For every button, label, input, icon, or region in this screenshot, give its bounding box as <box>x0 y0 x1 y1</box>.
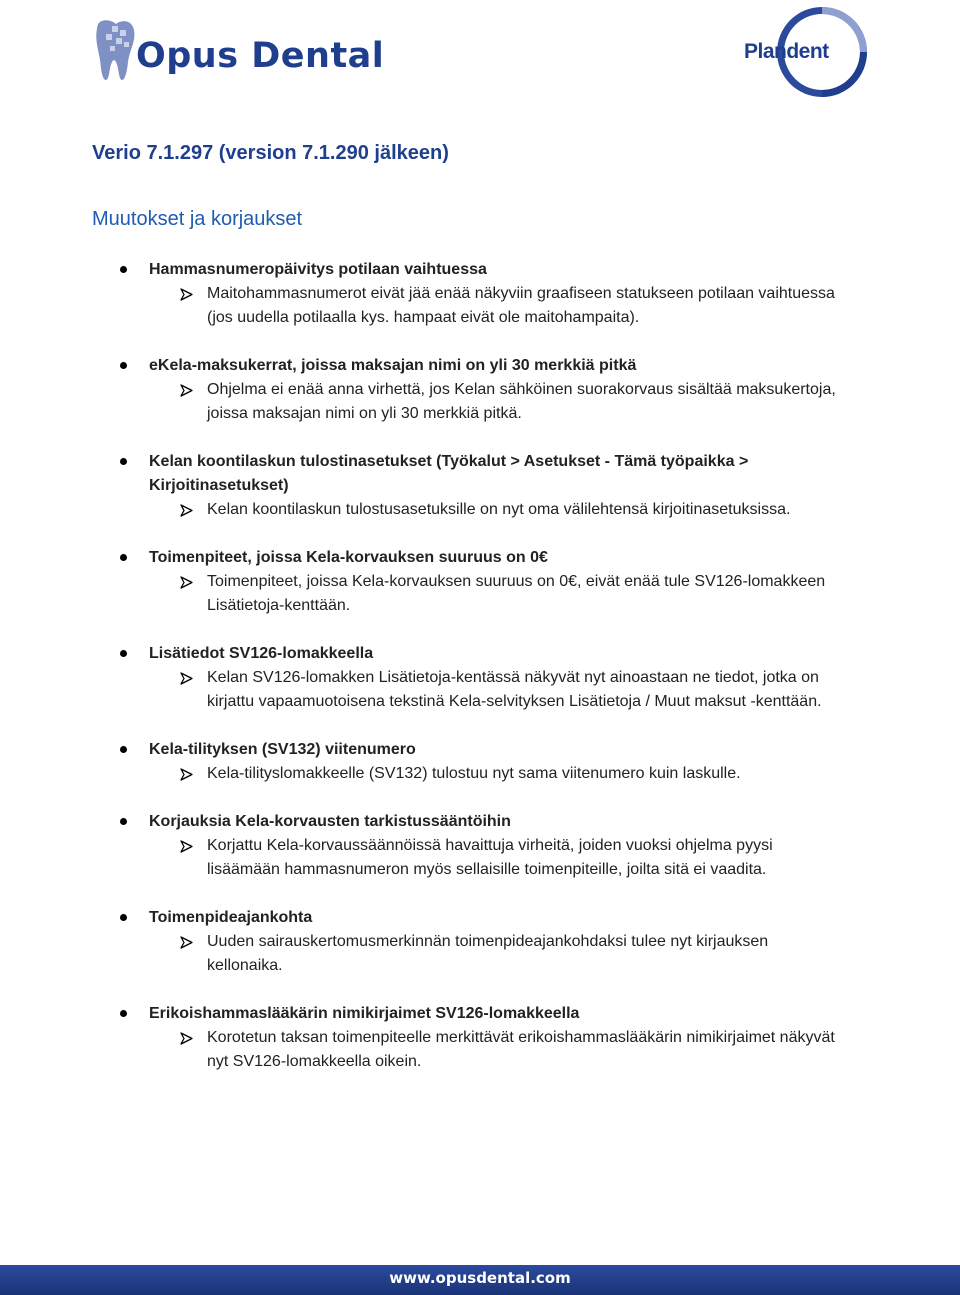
item-detail-text: Kela-tilityslomakkeelle (SV132) tulostuu nyt sama viitenumero kuin laskulle. <box>207 765 741 782</box>
list-item <box>0 546 960 618</box>
item-detail-text: Korotetun taksan toimenpiteelle merkittävät erikoishammaslääkärin nimikirjaimet näkyvät nyt SV126-lomakkeella oikein. <box>207 1029 835 1070</box>
item-heading: eKela-maksukerrat, joissa maksajan nimi on yli 30 merkkiä pitkä <box>149 357 637 374</box>
version-title: Verio 7.1.297 (version 7.1.290 jälkeen) <box>92 142 449 164</box>
plandent-wordmark: Plandent <box>744 40 829 63</box>
item-heading: Hammasnumeropäivitys potilaan vaihtuessa <box>149 261 487 278</box>
item-detail <box>207 834 847 882</box>
list-item <box>0 906 960 978</box>
item-detail-text: Kelan SV126-lomakken Lisätietoja-kentässä näkyvät nyt ainoastaan ne tiedot, jotka on kirjattu vapaamuotoisena tekstinä Kela-selvityksen Lisätietoja / Muut maksut -kenttään. <box>207 669 822 710</box>
item-detail-text: Ohjelma ei enää anna virhettä, jos Kelan sähköinen suorakorvaus sisältää maksukertoja, joissa maksajan nimi on yli 30 merkkiä pitkä. <box>207 381 836 422</box>
list-item <box>0 642 960 714</box>
list-item <box>0 258 960 330</box>
arrow-bullet-icon <box>180 288 193 301</box>
arrow-bullet-icon <box>180 1032 193 1045</box>
bullet-icon <box>120 650 127 657</box>
item-heading: Kela-tilityksen (SV132) viitenumero <box>149 741 416 758</box>
arrow-bullet-icon <box>180 672 193 685</box>
item-detail <box>207 378 847 426</box>
bullet-icon <box>120 266 127 273</box>
item-detail-text: Kelan koontilaskun tulostusasetuksille on nyt oma välilehtensä kirjoitinasetuksissa. <box>207 501 791 518</box>
opus-dental-wordmark: Opus Dental <box>136 36 385 76</box>
arrow-bullet-icon <box>180 576 193 589</box>
item-detail-text: Toimenpiteet, joissa Kela-korvauksen suuruus on 0€, eivät enää tule SV126-lomakkeen Lisätietoja-kenttään. <box>207 573 826 614</box>
opus-dental-logo <box>92 18 412 84</box>
item-detail-text: Maitohammasnumerot eivät jää enää näkyviin graafiseen statukseen potilaan vaihtuessa (jos uudella potilaalla kys. hampaat eivät ole maitohampaita). <box>207 285 835 326</box>
list-item <box>0 1002 960 1074</box>
list-item <box>0 450 960 522</box>
page-header <box>0 0 960 110</box>
item-heading: Erikoishammaslääkärin nimikirjaimet SV126-lomakkeella <box>149 1005 580 1022</box>
item-detail-text: Uuden sairauskertomusmerkinnän toimenpideajankohdaksi tulee nyt kirjauksen kellonaika. <box>207 933 769 974</box>
list-item <box>0 810 960 882</box>
plandent-logo <box>742 4 872 100</box>
bullet-icon <box>120 914 127 921</box>
footer-url-link[interactable]: www.opusdental.com <box>389 1269 571 1287</box>
arrow-bullet-icon <box>180 768 193 781</box>
changes-list <box>0 258 960 1098</box>
bullet-icon <box>120 1010 127 1017</box>
item-heading: Lisätiedot SV126-lomakkeella <box>149 645 374 662</box>
item-detail <box>207 1026 847 1074</box>
list-item <box>0 354 960 426</box>
bullet-icon <box>120 746 127 753</box>
tooth-icon <box>92 18 136 82</box>
arrow-bullet-icon <box>180 504 193 517</box>
arrow-bullet-icon <box>180 936 193 949</box>
footer-bar <box>0 1265 960 1295</box>
arrow-bullet-icon <box>180 384 193 397</box>
item-detail-text: Korjattu Kela-korvaussäännöissä havaittuja virheitä, joiden vuoksi ohjelma pyysi lisäämään hammasnumeron myös sellaisille toimenpiteille, joilta sitä ei vaadita. <box>207 837 773 878</box>
bullet-icon <box>120 818 127 825</box>
item-detail <box>207 498 847 522</box>
item-detail <box>207 666 847 714</box>
item-detail <box>207 930 847 978</box>
item-heading: Toimenpideajankohta <box>149 909 313 926</box>
arrow-bullet-icon <box>180 840 193 853</box>
item-heading: Korjauksia Kela-korvausten tarkistussääntöihin <box>149 813 511 830</box>
list-item <box>0 738 960 786</box>
item-heading: Toimenpiteet, joissa Kela-korvauksen suuruus on 0€ <box>149 549 548 566</box>
section-title: Muutokset ja korjaukset <box>92 208 303 230</box>
item-heading: Kelan koontilaskun tulostinasetukset (Työkalut > Asetukset - Tämä työpaikka > Kirjoitinasetukset) <box>149 453 749 494</box>
bullet-icon <box>120 554 127 561</box>
item-detail <box>207 570 847 618</box>
bullet-icon <box>120 362 127 369</box>
bullet-icon <box>120 458 127 465</box>
item-detail <box>207 762 847 786</box>
item-detail <box>207 282 847 330</box>
